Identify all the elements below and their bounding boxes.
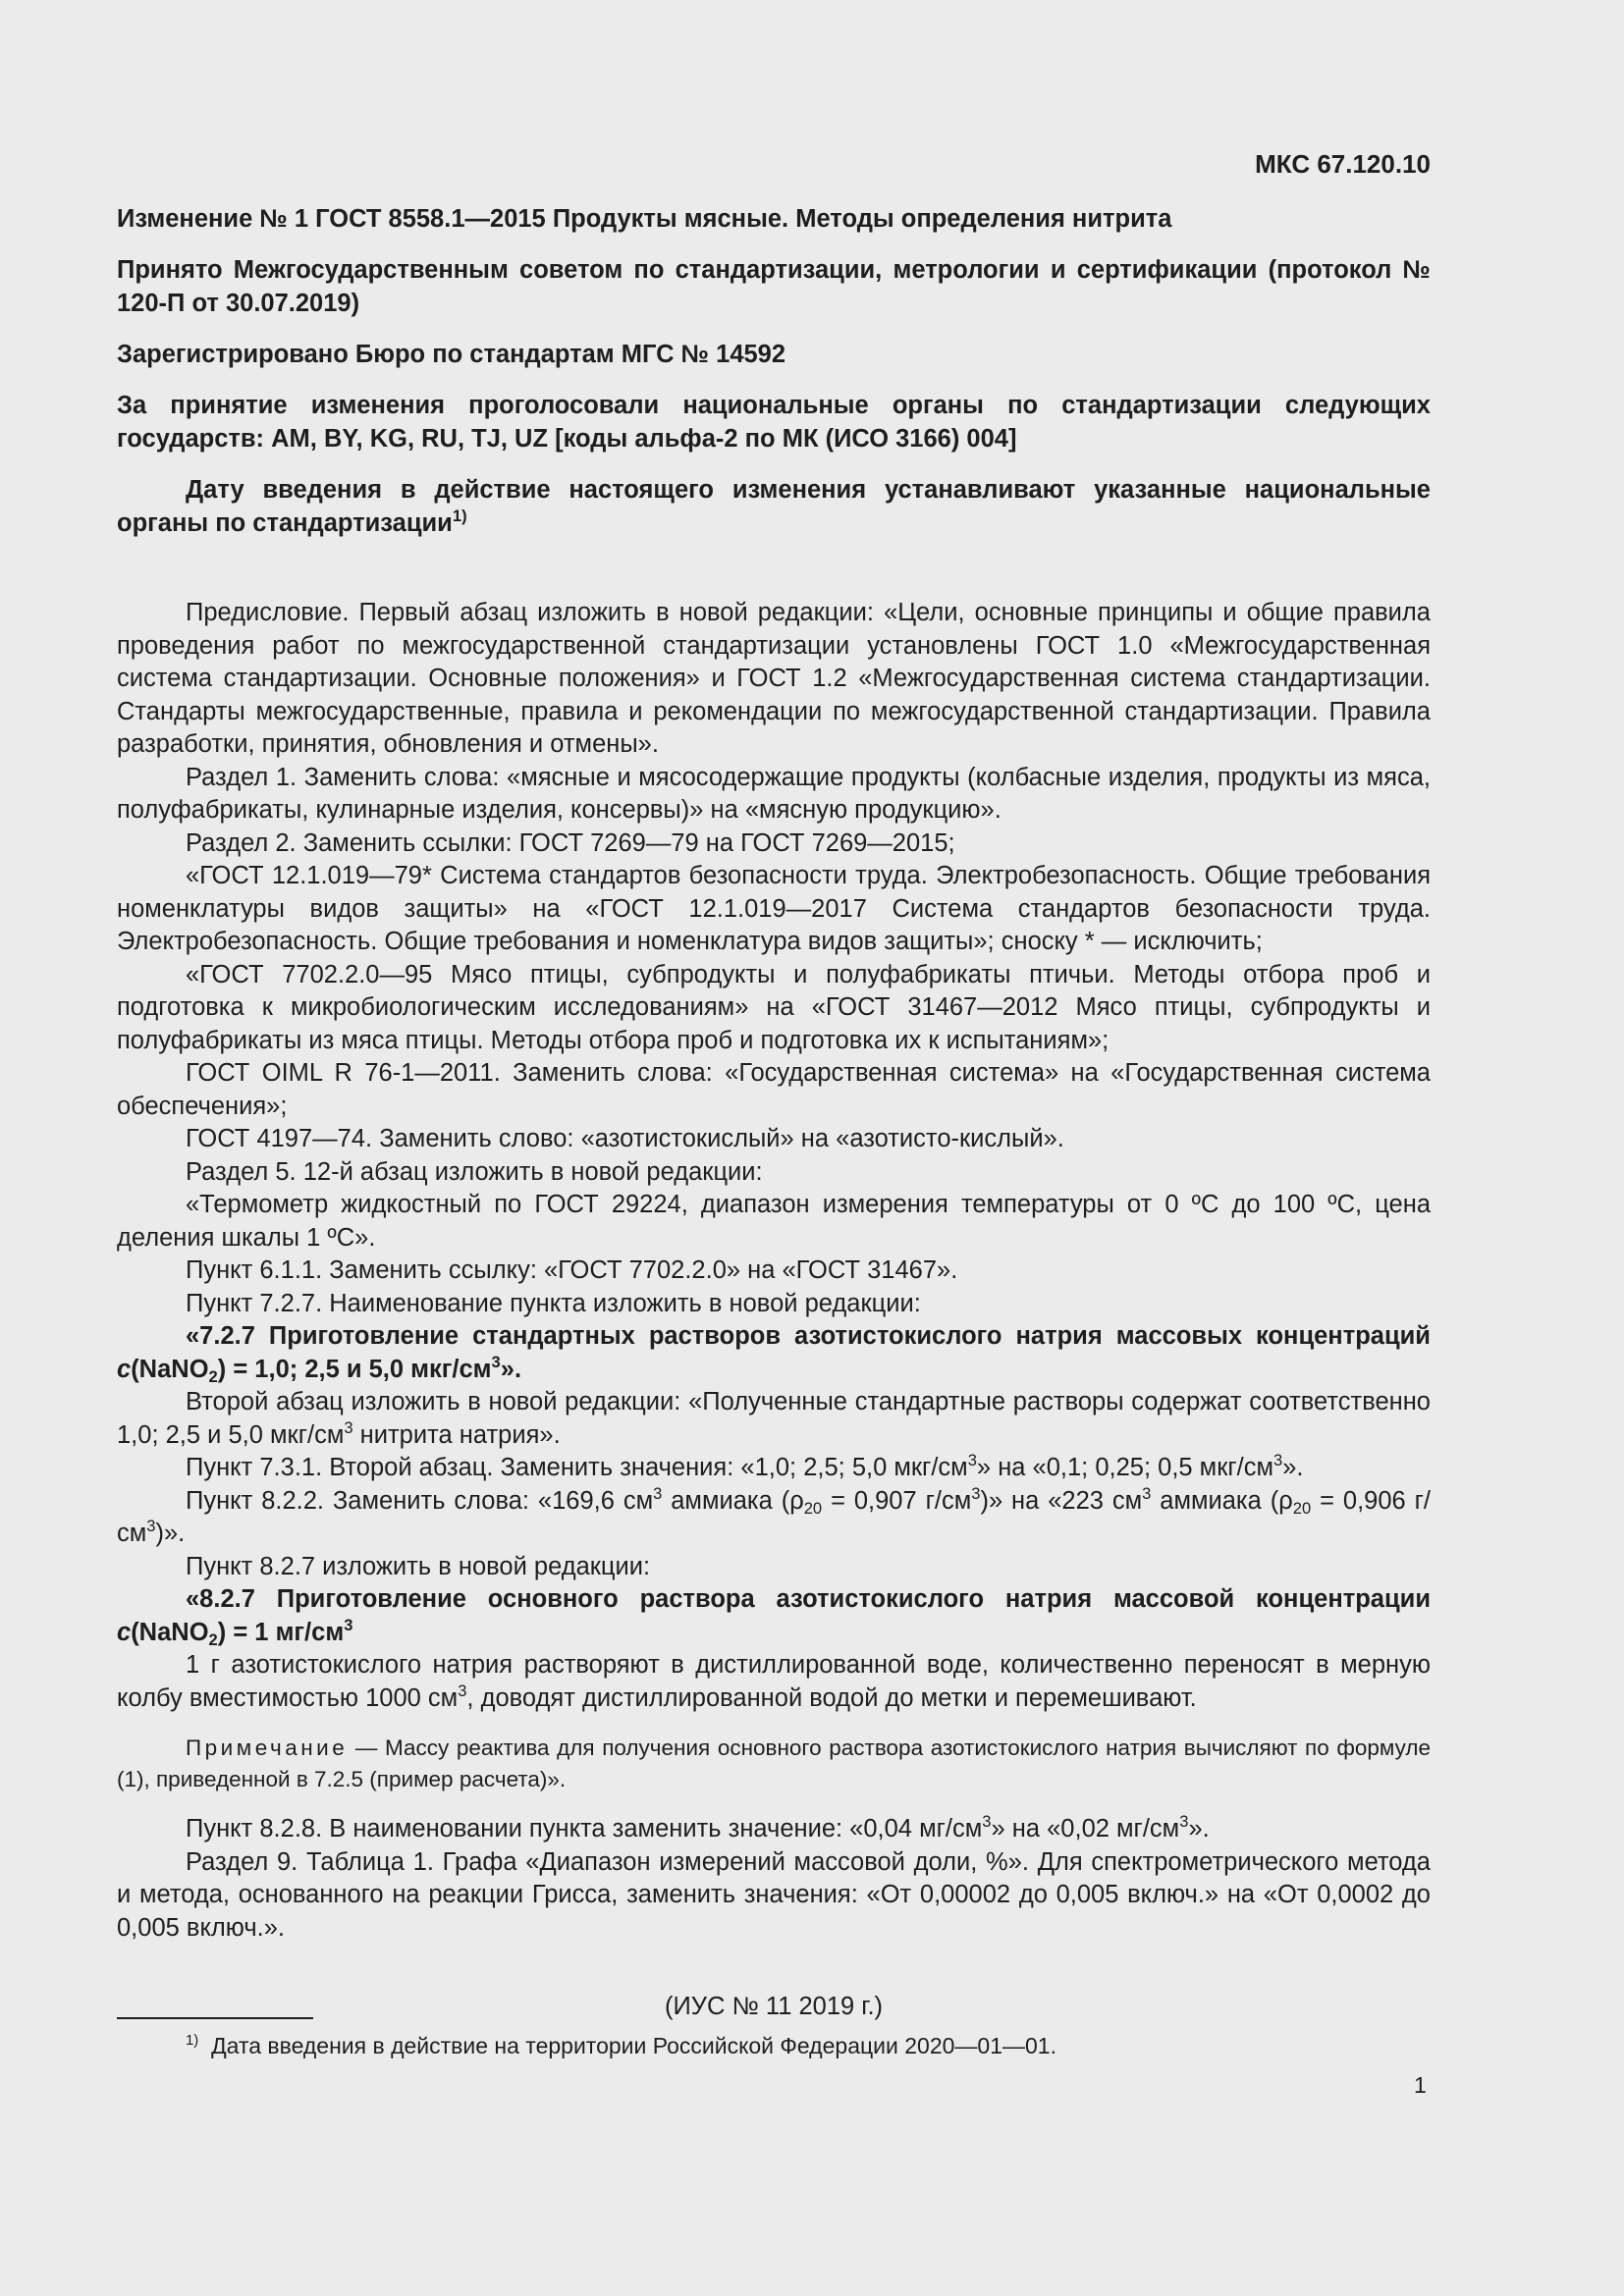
effective-date-statement: Дату введения в действие настоящего изменения устанавливают указанные национальные органы по стандартизации$^{1)}$ [117,476,1431,537]
footnote-divider [117,2017,313,2019]
paragraph-heading-727: «7.2.7 Приготовление стандартных растворов азотистокислого натрия массовых концентраций c(NaNO$_2$) = 1,0; 2,5 и 5,0 мкг/$см^3$». [117,1322,1431,1386]
paragraph: Пункт 8.2.7 изложить в новой редакции: [186,1552,651,1580]
amendment-title: Изменение № 1 ГОСТ 8558.1—2015 Продукты мясные. Методы определения нитрита [117,205,1172,233]
paragraph: Раздел 9. Таблица 1. Графа «Диапазон измерений массовой доли, %». Для спектрометрического метода и метода, основанного на реакции Грисса, заменить значения: «От 0,00002 до 0,005 включ.» на «От 0,0002 до 0,005 включ.». [117,1847,1431,1942]
paragraph: Пункт 8.2.2. Заменить слова: «169,6 $см^3$ аммиака ($\rho_{20} = 0,907$ $г/см^3$)» на «223 $см^3$ аммиака ($\rho_{20} = 0,906$ $г/см^3$)». [117,1483,1431,1547]
voting-states: За принятие изменения проголосовали национальные органы по стандартизации следующих государств: AM, BY, KG, RU, TJ, UZ [коды альфа-2 по МК (ИСО 3166) 004] [117,392,1431,453]
paragraph: «ГОСТ 7702.2.0—95 Мясо птицы, субпродукты и полуфабрикаты птичьи. Методы отбора проб и подготовка к микробиологическим исследованиям» на «ГОСТ 31467—2012 Мясо птицы, субпродукты и полуфабрикаты из мяса птицы. Методы отбора проб и подготовка их к испытаниям»; [117,960,1431,1054]
note: Примечание — Массу реактива для получения основного раствора азотистокислого натрия вычисляют по формуле (1), приведенной в 7.2.5 (пример расчета)». [117,1735,1431,1791]
paragraph: Пункт 6.1.1. Заменить ссылку: «ГОСТ 7702.2.0» на «ГОСТ 31467». [186,1256,958,1284]
amendment-body [117,597,1431,1945]
mks-code: МКС 67.120.10 [1255,149,1431,179]
page-number: 1 [1414,2072,1427,2098]
note-label: Примечание [186,1735,349,1760]
ius-reference: (ИУС № 11 2019 г.) [664,1993,884,2020]
footnote-ref: 1) [452,507,467,526]
footnote-marker: 1) [186,2032,199,2050]
registration: Зарегистрировано Бюро по стандартам МГС № 14592 [117,341,786,368]
paragraph: Второй абзац изложить в новой редакции: «Полученные стандартные растворы содержат соответственно 1,0; 2,5 и 5,0 мкг/$см^3$ нитрита натрия». [117,1388,1431,1449]
paragraph-heading-827: «8.2.7 Приготовление основного раствора азотистокислого натрия массовой концентрации c(NaNO$_2$) = 1 $мг/см^3$ [117,1585,1431,1649]
paragraph: «ГОСТ 12.1.019—79* Система стандартов безопасности труда. Электробезопасность. Общие требования номенклатуры видов защиты» на «ГОСТ 12.1.019—2017 Система стандартов безопасности труда. Электробезопасность. Общие требования и номенклатура видов защиты»; сноску * — исключить; [117,862,1431,955]
paragraph: ГОСТ 4197—74. Заменить слово: «азотистокислый» на «азотисто-кислый». [186,1125,1064,1152]
paragraph: Пункт 8.2.8. В наименовании пункта заменить значение: «0,04 $мг/см^3$» на «0,02 $мг/см^3$». [186,1812,1210,1842]
adopted-by: Принято Межгосударственным советом по стандартизации, метрологии и сертификации (протокол № 120-П от 30.07.2019) [117,256,1431,317]
paragraph: Пункт 7.2.7. Наименование пункта изложить в новой редакции: [186,1289,921,1317]
paragraph: ГОСТ OIML R 76-1—2011. Заменить слова: «Государственная система» на «Государственная система обеспечения»; [117,1059,1431,1120]
footnote: $^{1)}$ Дата введения в действие на территории Российской Федерации 2020—01—01. [186,2032,1056,2058]
paragraph: Раздел 1. Заменить слова: «мясные и мясосодержащие продукты (колбасные изделия, продукты из мяса, полуфабрикаты, кулинарные изделия, консервы)» на «мясную продукцию». [117,763,1431,824]
paragraph: Раздел 5. 12-й абзац изложить в новой редакции: [186,1157,763,1186]
paragraph: «Термометр жидкостный по ГОСТ 29224, диапазон измерения температуры от 0 ºС до 100 ºС, цена деления шкалы 1 ºС». [117,1191,1431,1252]
paragraph: Раздел 2. Заменить ссылки: ГОСТ 7269—79 на ГОСТ 7269—2015; [186,828,955,857]
paragraph: Предисловие. Первый абзац изложить в новой редакции: «Цели, основные принципы и общие правила проведения работ по межгосударственной стандартизации установлены ГОСТ 1.0 «Межгосударственная система стандартизации. Основные положения» и ГОСТ 1.2 «Межгосударственная система стандартизации. Стандарты межгосударственные, правила и рекомендации по межгосударственной стандартизации. Правила разработки, принятия, обновления и отмены». [117,599,1431,758]
paragraph: Пункт 7.3.1. Второй абзац. Заменить значения: «1,0; 2,5; 5,0 мкг/$см^3$» на «0,1; 0,25; 0,5 мкг/$см^3$». [186,1451,1304,1481]
paragraph: 1 г азотистокислого натрия растворяют в дистиллированной воде, количественно переносят в мерную колбу вместимостью 1000 $см^3$, доводят дистиллированной водой до метки и перемешивают. [117,1651,1431,1712]
